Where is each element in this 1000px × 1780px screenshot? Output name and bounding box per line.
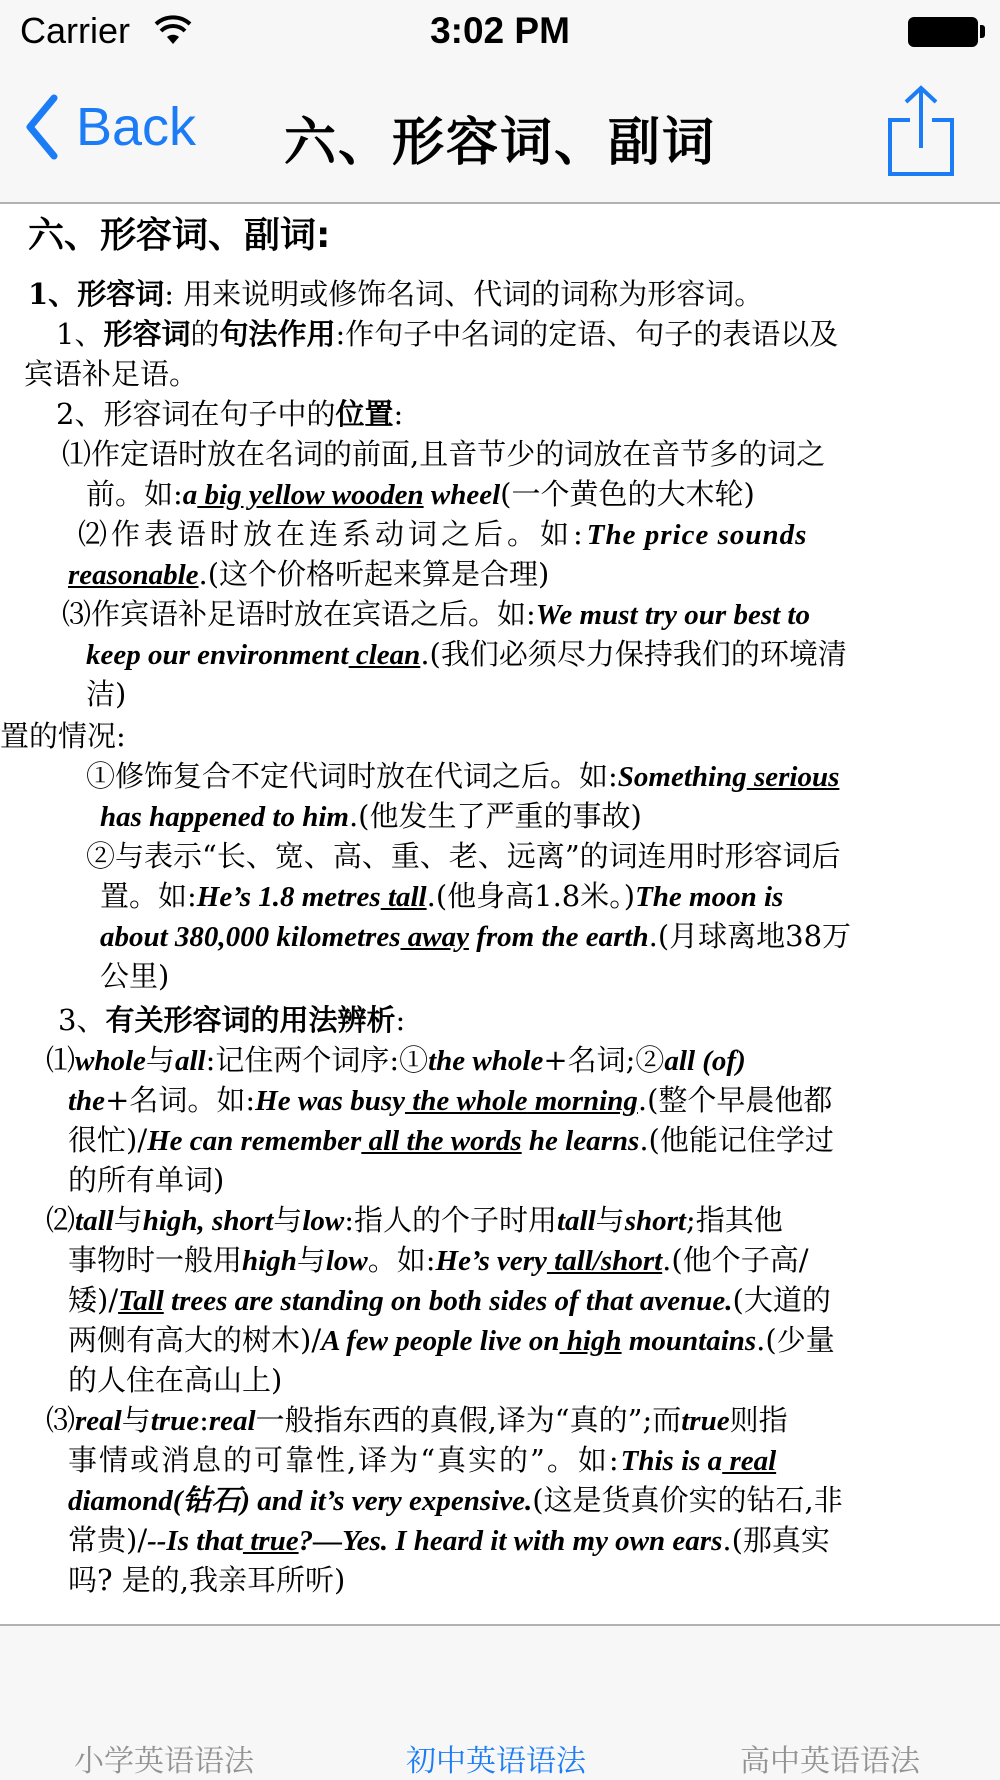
list-item-tall-high-cont2: 矮)/Tall trees are standing on both sides of that avenue.(大道的 bbox=[68, 1283, 831, 1317]
list-item-indefinite-pronoun: ①修饰复合不定代词时放在代词之后。如:Something serious bbox=[86, 759, 840, 793]
status-bar bbox=[0, 0, 1000, 62]
list-item-predicative-cont: reasonable.(这个价格听起来算是合理) bbox=[68, 557, 550, 591]
list-item-tall-high: ⑵tall与high, short与low:指人的个子时用tall与short;指其他 bbox=[46, 1203, 783, 1237]
carrier-label: Carrier bbox=[20, 10, 131, 51]
list-item-whole-all-cont2: 很忙)/He can remember all the words he learns.(他能记住学过 bbox=[68, 1123, 834, 1157]
paragraph-syntax-function: 1、形容词的句法作用:作句子中名词的定语、句子的表语以及 bbox=[56, 317, 839, 351]
battery-tip bbox=[980, 25, 985, 38]
list-item-measure-words-cont2: about 380,000 kilometres away from the earth.(月球离地38万 bbox=[100, 919, 852, 953]
list-item-real-true-cont3: 常贵)/--Is that true?—Yes. I heard it with my own ears.(那真实 bbox=[68, 1523, 830, 1557]
tab-primary-grammar[interactable]: 小学英语语法 bbox=[74, 1744, 254, 1779]
list-item-whole-all: ⑴whole与all:记住两个词序:①the whole+名词;②all (of) bbox=[46, 1043, 746, 1077]
list-item-indefinite-pronoun-cont: has happened to him.(他发生了严重的事故) bbox=[100, 799, 642, 833]
paragraph-usage-analysis: 3、有关形容词的用法辨析: bbox=[58, 1003, 406, 1037]
back-label: Back bbox=[76, 97, 197, 157]
list-item-tall-high-cont3: 两侧有高大的树木)/A few people live on high mountains.(少量 bbox=[68, 1323, 835, 1357]
list-item-real-true-cont4: 吗? 是的,我亲耳所听) bbox=[68, 1563, 346, 1597]
list-item-real-true: ⑶real与true:real一般指东西的真假,译为“真的”;而true则指 bbox=[46, 1403, 788, 1437]
navigation-bar bbox=[0, 62, 1000, 202]
list-item-measure-words-cont3: 公里) bbox=[100, 959, 170, 993]
list-item-attributive-cont: 前。如:a big yellow wooden wheel(一个黄色的大木轮) bbox=[86, 477, 755, 511]
status-time: 3:02 PM bbox=[430, 10, 570, 51]
list-item-complement: ⑶作宾语补足语时放在宾语之后。如:We must try our best to bbox=[62, 597, 810, 631]
lesson-content bbox=[0, 204, 1000, 1624]
list-item-real-true-cont2: diamond(钻石) and it’s very expensive.(这是货真价实的钻石,非 bbox=[68, 1483, 843, 1517]
page-title: 六、形容词、副词 bbox=[283, 113, 716, 173]
paragraph-position: 2、形容词在句子中的位置: bbox=[56, 397, 404, 431]
paragraph-postposition: 置的情况: bbox=[0, 719, 126, 753]
list-item-measure-words-cont: 置。如:He’s 1.8 metres tall.(他身高1.8米。)The moon is bbox=[100, 879, 784, 913]
lesson-heading: 六、形容词、副词: bbox=[28, 215, 331, 256]
list-item-complement-cont2: 洁) bbox=[86, 677, 127, 711]
paragraph-adjective-definition: 1、形容词: 用来说明或修饰名词、代词的词称为形容词。 bbox=[28, 277, 764, 311]
list-item-complement-cont: keep our environment clean.(我们必须尽力保持我们的环境清 bbox=[86, 637, 847, 671]
list-item-tall-high-cont: 事物时一般用high与low。如:He’s very tall/short.(他个子高/ bbox=[68, 1243, 809, 1277]
tab-bar bbox=[0, 1624, 1000, 1780]
tab-senior-grammar[interactable]: 高中英语语法 bbox=[740, 1744, 920, 1779]
list-item-whole-all-cont: the+名词。如:He was busy the whole morning.(整个早晨他都 bbox=[68, 1083, 833, 1117]
list-item-predicative: ⑵作表语时放在连系动词之后。如:The price sounds bbox=[78, 517, 808, 551]
list-item-whole-all-cont3: 的所有单词) bbox=[68, 1163, 225, 1197]
list-item-measure-words: ②与表示“长、宽、高、重、老、远离”的词连用时形容词后 bbox=[86, 839, 841, 873]
share-icon[interactable] bbox=[884, 84, 958, 180]
list-item-real-true-cont: 事情或消息的可靠性,译为“真实的”。如:This is a real bbox=[68, 1443, 777, 1477]
battery-icon bbox=[908, 17, 978, 47]
top-bar bbox=[0, 0, 1000, 204]
paragraph-syntax-function-cont: 宾语补足语。 bbox=[24, 357, 199, 391]
list-item-attributive: ⑴作定语时放在名词的前面,且音节少的词放在音节多的词之 bbox=[62, 437, 826, 471]
list-item-tall-high-cont4: 的人住在高山上) bbox=[68, 1363, 283, 1397]
tab-junior-grammar[interactable]: 初中英语语法 bbox=[406, 1744, 586, 1779]
